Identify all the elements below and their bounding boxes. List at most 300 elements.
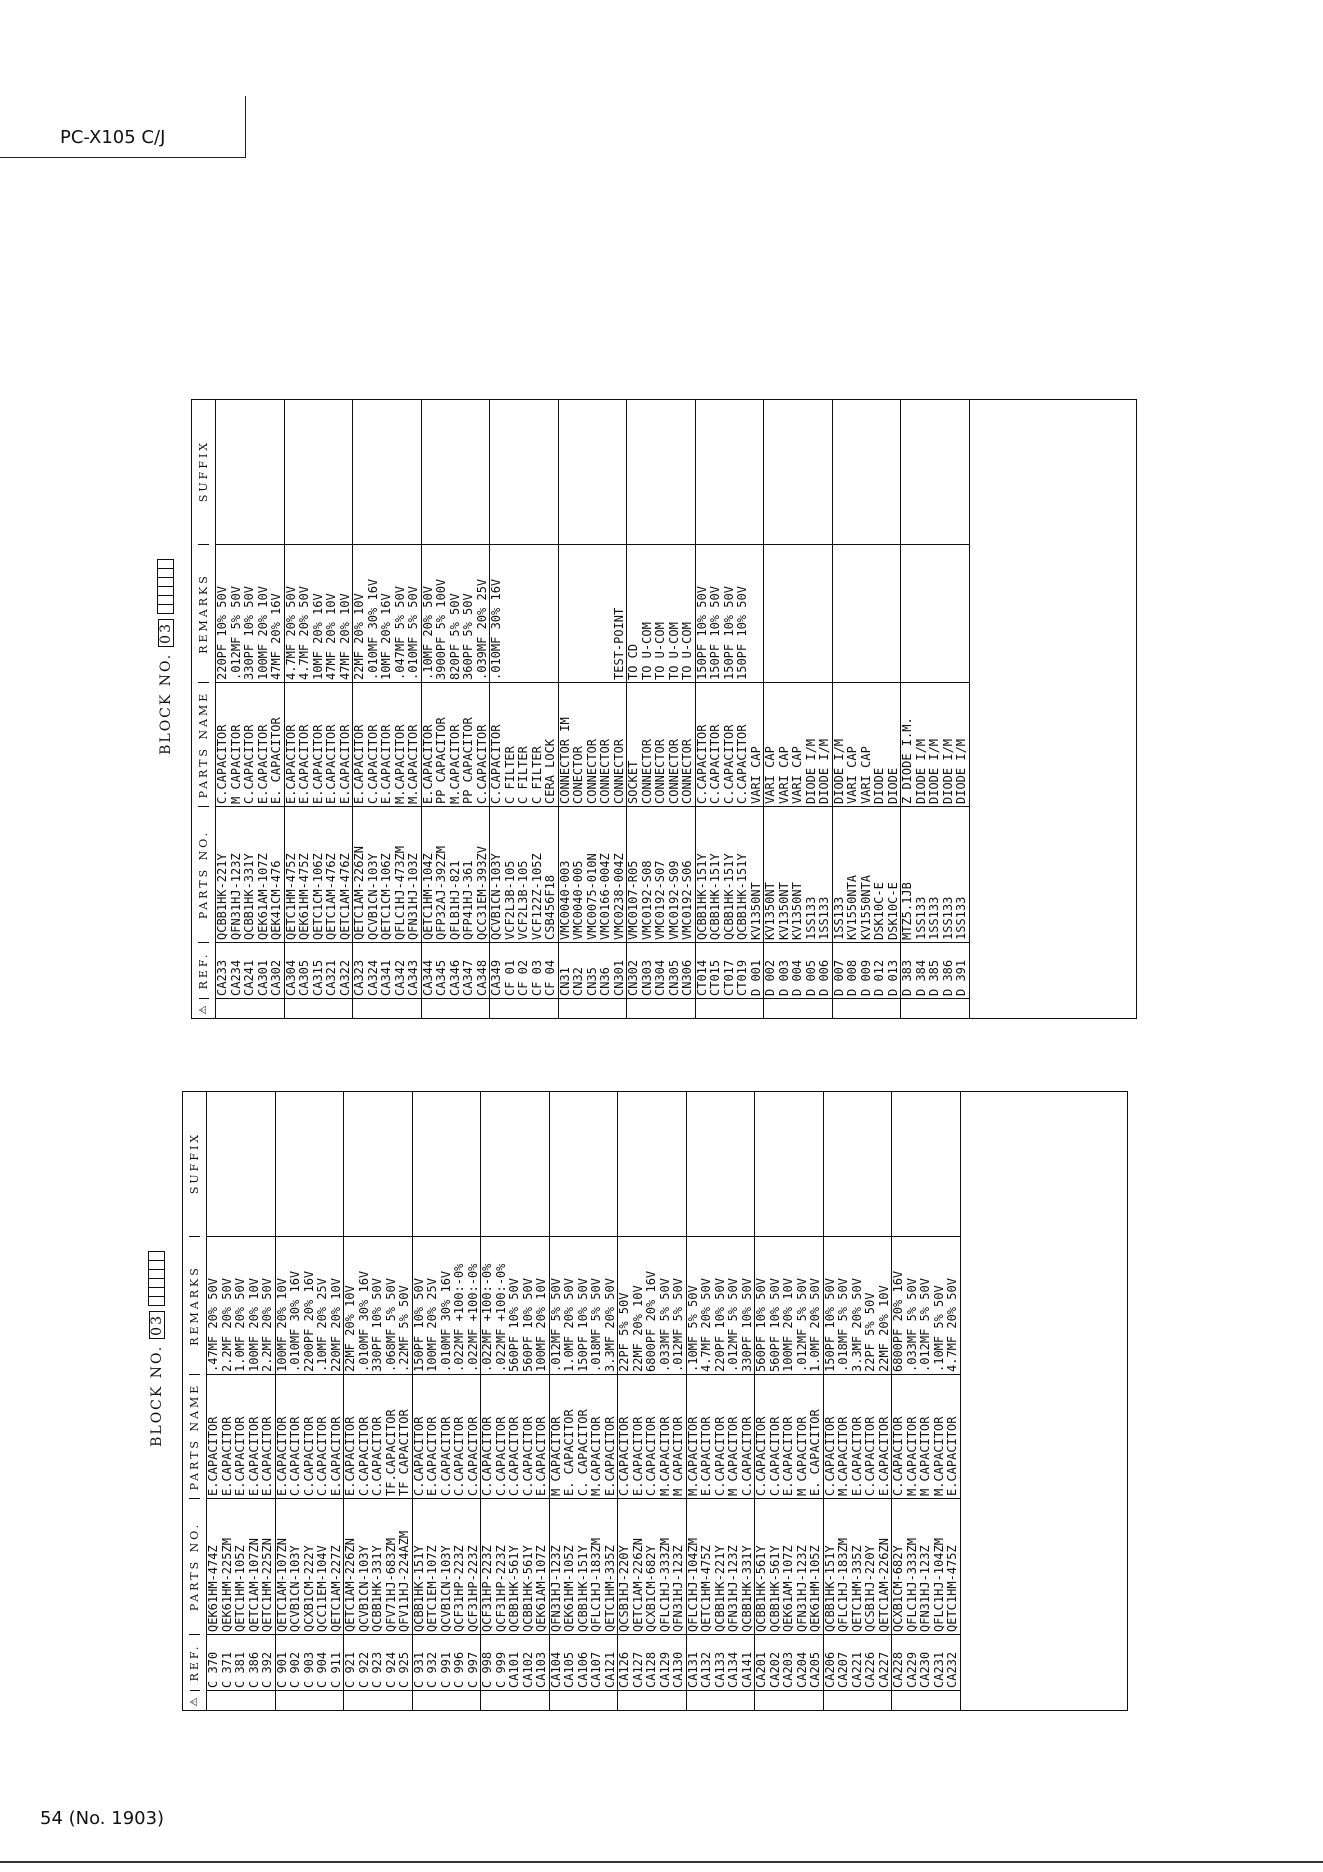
parts-no-cell: QETC1HM-335Z xyxy=(851,1498,865,1634)
remarks-cell xyxy=(805,544,819,682)
ref-cell: D 386 xyxy=(942,942,956,998)
remarks-cell: 560PF 10% 50V xyxy=(522,1236,536,1374)
parts-name-cell: VARI CAP xyxy=(791,682,805,806)
parts-no-cell: VMC0075-010N xyxy=(586,806,600,942)
table-row xyxy=(915,400,929,1018)
parts-no-cell: QFN31HJ-123Z xyxy=(672,1498,686,1634)
parts-name-cell: C.CAPACITOR xyxy=(892,1374,906,1498)
parts-no-cell: QETC1HM-225ZN xyxy=(261,1498,275,1634)
ref-cell: CN303 xyxy=(641,942,655,998)
table-row xyxy=(668,400,682,1018)
parts-no-cell: QCBB1HK-151Y xyxy=(577,1498,591,1634)
parts-no-cell: QCBB1HK-331Y xyxy=(741,1498,755,1634)
mark-cell xyxy=(590,1690,604,1710)
parts-name-cell: C. CAPACITOR xyxy=(577,1374,591,1498)
table-row xyxy=(257,400,271,1018)
suffix-cell xyxy=(385,1090,399,1236)
parts-name-cell: C.CAPACITOR xyxy=(769,1374,783,1498)
parts-name-cell: E.CAPACITOR xyxy=(851,1374,865,1498)
parts-name-cell: CONNECTOR xyxy=(681,682,695,806)
table-row xyxy=(873,400,887,1018)
parts-name-cell: M.CAPACITOR xyxy=(659,1374,673,1498)
parts-no-cell: VMC0192-S08 xyxy=(641,806,655,942)
header-rule xyxy=(0,157,246,158)
table-row xyxy=(933,1092,947,1710)
table-row xyxy=(796,1092,810,1710)
parts-no-cell: QCVB1CN-103Y xyxy=(358,1498,372,1634)
ref-cell: C 911 xyxy=(330,1634,344,1690)
parts-name-cell: SOCKET xyxy=(627,682,641,806)
suffix-cell xyxy=(668,398,682,544)
suffix-cell xyxy=(901,398,915,544)
table-row xyxy=(824,1092,838,1710)
mark-cell xyxy=(440,1690,454,1710)
parts-name-cell: TF.CAPACITOR xyxy=(385,1374,399,1498)
remarks-cell: 22PF 5% 50V xyxy=(864,1236,878,1374)
remarks-cell: 1.0MF 20% 50V xyxy=(563,1236,577,1374)
suffix-cell xyxy=(531,398,545,544)
remarks-cell xyxy=(750,544,764,682)
mark-cell xyxy=(221,1690,235,1710)
ref-cell: C 999 xyxy=(495,1634,509,1690)
table-row xyxy=(851,1092,865,1710)
row-group xyxy=(207,1092,276,1710)
remarks-cell: 330PF 10% 50V xyxy=(741,1236,755,1374)
ref-cell: C 932 xyxy=(426,1634,440,1690)
mark-cell xyxy=(413,1690,427,1710)
mark-cell xyxy=(696,998,710,1018)
parts-no-cell: 1SS133 xyxy=(915,806,929,942)
mark-cell xyxy=(782,1690,796,1710)
parts-name-cell: C.CAPACITOR xyxy=(289,1374,303,1498)
parts-no-cell: QFLC1HJ-104ZM xyxy=(933,1498,947,1634)
parts-no-cell: QFLC1HJ-183ZM xyxy=(837,1498,851,1634)
remarks-cell xyxy=(901,544,915,682)
table-row xyxy=(559,400,573,1018)
parts-name-cell: C.CAPACITOR xyxy=(618,1374,632,1498)
row-group xyxy=(481,1092,550,1710)
table-row xyxy=(422,400,436,1018)
suffix-cell xyxy=(851,1090,865,1236)
suffix-cell xyxy=(818,398,832,544)
table-row xyxy=(330,1092,344,1710)
ref-cell: CA229 xyxy=(906,1634,920,1690)
mark-cell xyxy=(298,998,312,1018)
suffix-cell xyxy=(572,398,586,544)
parts-no-cell: VCF2L3B-105 xyxy=(504,806,518,942)
mark-cell xyxy=(681,998,695,1018)
mark-cell xyxy=(723,998,737,1018)
parts-name-cell: DIODE I/M xyxy=(818,682,832,806)
parts-no-cell: QEK41CM-476 xyxy=(270,806,284,942)
suffix-cell xyxy=(878,1090,892,1236)
table-row xyxy=(325,400,339,1018)
mark-cell xyxy=(504,998,518,1018)
suffix-cell xyxy=(736,398,750,544)
mark-cell xyxy=(915,998,929,1018)
remarks-cell: .47MF 20% 50V xyxy=(207,1236,221,1374)
mark-cell xyxy=(860,998,874,1018)
suffix-cell xyxy=(550,1090,564,1236)
ref-cell: C 392 xyxy=(261,1634,275,1690)
table-row xyxy=(627,400,641,1018)
parts-name-cell: C.CAPACITOR xyxy=(371,1374,385,1498)
block-suffix-boxes xyxy=(157,559,174,613)
mark-cell xyxy=(243,998,257,1018)
parts-name-cell: C.CAPACITOR xyxy=(723,682,737,806)
table-row xyxy=(339,400,353,1018)
table-row xyxy=(672,1092,686,1710)
remarks-cell xyxy=(544,544,558,682)
mark-cell xyxy=(833,998,847,1018)
ref-cell: CA130 xyxy=(672,1634,686,1690)
table-row xyxy=(887,400,901,1018)
suffix-cell xyxy=(221,1090,235,1236)
table-row xyxy=(449,400,463,1018)
table-header xyxy=(192,400,216,1018)
ref-cell: CA121 xyxy=(604,1634,618,1690)
mark-cell xyxy=(641,998,655,1018)
suffix-cell xyxy=(586,398,600,544)
remarks-cell: .10MF 5% 50V xyxy=(687,1236,701,1374)
suffix-cell xyxy=(449,398,463,544)
parts-name-cell: E.CAPACITOR xyxy=(257,682,271,806)
suffix-cell xyxy=(353,398,367,544)
parts-name-cell: E.CAPACITOR xyxy=(700,1374,714,1498)
table-row xyxy=(467,1092,481,1710)
suffix-cell xyxy=(330,1090,344,1236)
suffix-cell xyxy=(632,1090,646,1236)
mark-cell xyxy=(864,1690,878,1710)
remarks-cell: 10MF 20% 16V xyxy=(380,544,394,682)
table-row xyxy=(476,400,490,1018)
remarks-cell xyxy=(586,544,600,682)
ref-cell: CA201 xyxy=(755,1634,769,1690)
header-parts-name: PARTS NAME xyxy=(189,1374,200,1498)
parts-name-cell: M CAPACITOR xyxy=(727,1374,741,1498)
remarks-cell: 360PF 5% 50V xyxy=(462,544,476,682)
ref-cell: CA204 xyxy=(796,1634,810,1690)
table-row xyxy=(394,400,408,1018)
parts-name-cell: C.CAPACITOR xyxy=(453,1374,467,1498)
parts-name-cell: C.CAPACITOR xyxy=(755,1374,769,1498)
parts-name-cell: C.CAPACITOR xyxy=(467,1374,481,1498)
suffix-cell xyxy=(563,1090,577,1236)
parts-no-cell: QETC1HM-335Z xyxy=(604,1498,618,1634)
parts-no-cell: QCVB1CN-103Y xyxy=(289,1498,303,1634)
mark-cell xyxy=(714,1690,728,1710)
parts-no-cell: QFN31HJ-123Z xyxy=(919,1498,933,1634)
ref-cell: C 931 xyxy=(413,1634,427,1690)
parts-no-cell: KV1350NT xyxy=(764,806,778,942)
ref-cell: C 991 xyxy=(440,1634,454,1690)
parts-no-cell: QFLC1HJ-104ZM xyxy=(687,1498,701,1634)
mark-cell xyxy=(700,1690,714,1710)
table-row xyxy=(344,1092,358,1710)
header-parts-no: PARTS NO. xyxy=(189,1498,200,1634)
table-row xyxy=(353,400,367,1018)
ref-cell: CF 01 xyxy=(504,942,518,998)
suffix-cell xyxy=(892,1090,906,1236)
row-group xyxy=(422,400,491,1018)
parts-no-cell: QFN31HJ-123Z xyxy=(796,1498,810,1634)
suffix-cell xyxy=(358,1090,372,1236)
parts-name-cell: E.CAPACITOR xyxy=(878,1374,892,1498)
ref-cell: CA107 xyxy=(590,1634,604,1690)
mark-cell xyxy=(407,998,421,1018)
table-row xyxy=(221,1092,235,1710)
row-group xyxy=(618,1092,687,1710)
remarks-cell: 150PF 10% 50V xyxy=(824,1236,838,1374)
ref-cell: D 005 xyxy=(805,942,819,998)
ref-cell: CT015 xyxy=(709,942,723,998)
table-row xyxy=(696,400,710,1018)
model-number: PC-X105 C/J xyxy=(60,127,166,148)
table-row xyxy=(613,400,627,1018)
parts-no-cell: 1SS133 xyxy=(818,806,832,942)
parts-name-cell: E.CAPACITOR xyxy=(234,1374,248,1498)
ref-cell: CA141 xyxy=(741,1634,755,1690)
remarks-cell: .012MF 5% 50V xyxy=(230,544,244,682)
parts-name-cell: C.CAPACITOR xyxy=(714,1374,728,1498)
parts-name-cell: C.CAPACITOR xyxy=(522,1374,536,1498)
suffix-cell xyxy=(778,398,792,544)
suffix-cell xyxy=(769,1090,783,1236)
remarks-cell: 3900PF 5% 100V xyxy=(435,544,449,682)
parts-no-cell: KV1350NT xyxy=(778,806,792,942)
parts-name-cell: VARI CAP xyxy=(778,682,792,806)
page-footer: 54 (No. 1903) xyxy=(40,1808,165,1829)
mark-cell xyxy=(339,998,353,1018)
suffix-cell xyxy=(641,398,655,544)
suffix-cell xyxy=(285,398,299,544)
ref-cell: CA207 xyxy=(837,1634,851,1690)
table-row xyxy=(243,400,257,1018)
parts-no-cell: QETC1HM-105Z xyxy=(234,1498,248,1634)
parts-name-cell: C.CAPACITOR xyxy=(316,1374,330,1498)
mark-cell xyxy=(851,1690,865,1710)
block-number-value: 03 xyxy=(149,1311,165,1339)
suffix-cell xyxy=(755,1090,769,1236)
mark-cell xyxy=(316,1690,330,1710)
parts-name-cell: C.CAPACITOR xyxy=(367,682,381,806)
ref-cell: C 997 xyxy=(467,1634,481,1690)
parts-no-cell: QETC1AM-476Z xyxy=(339,806,353,942)
mark-cell xyxy=(668,998,682,1018)
parts-no-cell: QETC1AM-226ZN xyxy=(353,806,367,942)
table-row xyxy=(490,400,504,1018)
table-row xyxy=(298,400,312,1018)
table-row xyxy=(837,1092,851,1710)
parts-no-cell: QETC1AM-476Z xyxy=(325,806,339,942)
table-row xyxy=(312,400,326,1018)
parts-name-cell: VARI CAP xyxy=(750,682,764,806)
parts-name-cell: C.CAPACITOR xyxy=(413,1374,427,1498)
parts-name-cell: E.CAPACITOR xyxy=(285,682,299,806)
parts-name-cell: E.CAPACITOR xyxy=(604,1374,618,1498)
suffix-cell xyxy=(440,1090,454,1236)
parts-no-cell: QCVB1CN-103Y xyxy=(440,1498,454,1634)
table-row xyxy=(714,1092,728,1710)
ref-cell: D 385 xyxy=(928,942,942,998)
row-group xyxy=(892,1092,961,1710)
parts-name-cell: M.CAPACITOR xyxy=(407,682,421,806)
table-row xyxy=(846,400,860,1018)
parts-no-cell: 1SS133 xyxy=(942,806,956,942)
parts-no-cell: QCSB1HJ-220Y xyxy=(864,1498,878,1634)
parts-no-cell: QCVB1CN-103Y xyxy=(367,806,381,942)
mark-cell xyxy=(577,1690,591,1710)
mark-cell xyxy=(741,1690,755,1710)
ref-cell: CA322 xyxy=(339,942,353,998)
parts-no-cell: QCF31HP-223Z xyxy=(481,1498,495,1634)
mark-cell xyxy=(426,1690,440,1710)
suffix-cell xyxy=(344,1090,358,1236)
parts-no-cell: QCF31HP-223Z xyxy=(467,1498,481,1634)
parts-name-cell: C.CAPACITOR xyxy=(358,1374,372,1498)
suffix-cell xyxy=(453,1090,467,1236)
mark-cell xyxy=(285,998,299,1018)
parts-no-cell: QFP32AJ-392ZM xyxy=(435,806,449,942)
ref-cell: CA230 xyxy=(919,1634,933,1690)
mark-cell xyxy=(330,1690,344,1710)
remarks-cell xyxy=(791,544,805,682)
parts-name-cell: E.CAPACITOR xyxy=(261,1374,275,1498)
parts-table-left xyxy=(148,1091,1128,1711)
ref-cell: CT017 xyxy=(723,942,737,998)
parts-no-cell: QETC1AM-226ZN xyxy=(632,1498,646,1634)
suffix-cell xyxy=(367,398,381,544)
remarks-cell: 22MF 20% 10V xyxy=(344,1236,358,1374)
suffix-cell xyxy=(398,1090,412,1236)
parts-no-cell: QEK61AM-107Z xyxy=(535,1498,549,1634)
remarks-cell: .010MF 30% 16V xyxy=(490,544,504,682)
mark-cell xyxy=(380,998,394,1018)
table-row xyxy=(860,400,874,1018)
parts-no-cell: VMC0192-S09 xyxy=(668,806,682,942)
ref-cell: CA129 xyxy=(659,1634,673,1690)
parts-no-cell: QFV71HJ-683ZM xyxy=(385,1498,399,1634)
header-mark: ⚠ xyxy=(190,1690,200,1710)
remarks-cell: 47MF 20% 10V xyxy=(339,544,353,682)
parts-name-cell: CONNECTOR xyxy=(668,682,682,806)
remarks-cell: .010MF 30% 16V xyxy=(367,544,381,682)
mark-cell xyxy=(906,1690,920,1710)
mark-cell xyxy=(933,1690,947,1710)
remarks-cell: TO U-COM xyxy=(654,544,668,682)
row-group xyxy=(824,1092,893,1710)
suffix-cell xyxy=(942,398,956,544)
remarks-cell: .039MF 20% 25V xyxy=(476,544,490,682)
remarks-cell: 22MF 20% 10V xyxy=(632,1236,646,1374)
parts-name-cell: CONNECTOR xyxy=(641,682,655,806)
suffix-cell xyxy=(791,398,805,544)
remarks-cell xyxy=(764,544,778,682)
parts-no-cell: QEK61HM-105Z xyxy=(809,1498,823,1634)
parts-name-cell: E.CAPACITOR xyxy=(422,682,436,806)
suffix-cell xyxy=(394,398,408,544)
mark-cell xyxy=(778,998,792,1018)
mark-cell xyxy=(462,998,476,1018)
parts-grid xyxy=(191,399,1137,1019)
table-row xyxy=(659,1092,673,1710)
suffix-cell xyxy=(919,1090,933,1236)
suffix-cell xyxy=(248,1090,262,1236)
parts-no-cell: 1SS133 xyxy=(928,806,942,942)
table-row xyxy=(371,1092,385,1710)
suffix-cell xyxy=(709,398,723,544)
ref-cell: D 012 xyxy=(873,942,887,998)
mark-cell xyxy=(873,998,887,1018)
block-number xyxy=(148,1251,165,1447)
parts-name-cell: TF CAPACITOR xyxy=(398,1374,412,1498)
ref-cell: C 923 xyxy=(371,1634,385,1690)
suffix-cell xyxy=(618,1090,632,1236)
table-row xyxy=(531,400,545,1018)
ref-cell: CA106 xyxy=(577,1634,591,1690)
table-row xyxy=(687,1092,701,1710)
parts-name-cell: M CAPACITOR xyxy=(796,1374,810,1498)
mark-cell xyxy=(818,998,832,1018)
table-row xyxy=(769,1092,783,1710)
parts-name-cell: CONNECTOR IM xyxy=(559,682,573,806)
suffix-cell xyxy=(230,398,244,544)
table-row xyxy=(261,1092,275,1710)
ref-cell: C 924 xyxy=(385,1634,399,1690)
row-group xyxy=(687,1092,756,1710)
parts-name-cell: C.CAPACITOR xyxy=(645,1374,659,1498)
parts-no-cell: VMC0107-R05 xyxy=(627,806,641,942)
suffix-cell xyxy=(413,1090,427,1236)
remarks-cell: 100MF 20% 10V xyxy=(276,1236,290,1374)
suffix-cell xyxy=(495,1090,509,1236)
suffix-cell xyxy=(312,398,326,544)
parts-no-cell: QETC1AM-107ZN xyxy=(276,1498,290,1634)
parts-no-cell: QETC1AM-227Z xyxy=(330,1498,344,1634)
parts-name-cell: M.CAPACITOR xyxy=(394,682,408,806)
ref-cell: C 902 xyxy=(289,1634,303,1690)
suffix-cell xyxy=(599,398,613,544)
parts-no-cell: QFLC1HJ-333ZM xyxy=(906,1498,920,1634)
parts-no-cell: QETC1HM-104Z xyxy=(422,806,436,942)
row-group xyxy=(353,400,422,1018)
ref-cell: CA202 xyxy=(769,1634,783,1690)
table-row xyxy=(481,1092,495,1710)
parts-name-cell: C.CAPACITOR xyxy=(864,1374,878,1498)
mark-cell xyxy=(508,1690,522,1710)
suffix-cell xyxy=(522,1090,536,1236)
ref-cell: CN31 xyxy=(559,942,573,998)
parts-name-cell: C.CAPACITOR xyxy=(709,682,723,806)
parts-no-cell: QCXB1CM-682Y xyxy=(645,1498,659,1634)
remarks-cell xyxy=(860,544,874,682)
table-row xyxy=(358,1092,372,1710)
mark-cell xyxy=(563,1690,577,1710)
parts-no-cell: QFN31HJ-123Z xyxy=(550,1498,564,1634)
mark-cell xyxy=(207,1690,221,1710)
block-label: BLOCK NO. xyxy=(157,652,174,755)
row-group xyxy=(833,400,902,1018)
remarks-cell xyxy=(504,544,518,682)
ref-cell: CA131 xyxy=(687,1634,701,1690)
remarks-cell: .047MF 5% 50V xyxy=(394,544,408,682)
parts-name-cell: CONECTOR xyxy=(572,682,586,806)
parts-name-cell: E.CAPACITOR xyxy=(207,1374,221,1498)
ref-cell: CA348 xyxy=(476,942,490,998)
remarks-cell: 6800PF 20% 16V xyxy=(892,1236,906,1374)
parts-name-cell: C FILTER xyxy=(504,682,518,806)
ref-cell: CA205 xyxy=(809,1634,823,1690)
